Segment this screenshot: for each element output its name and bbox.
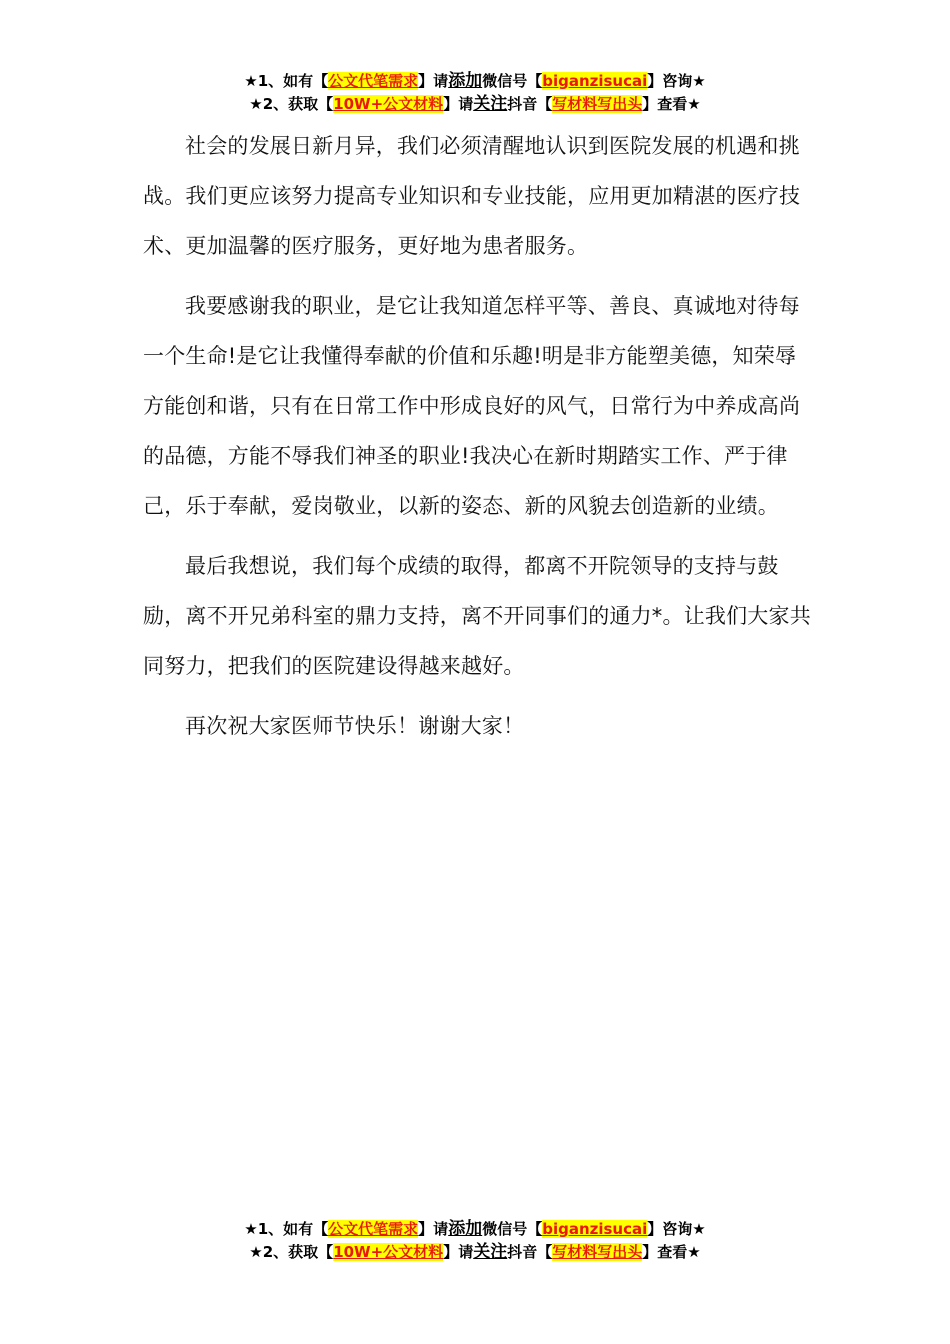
highlight-service: 公文代笔需求 — [328, 72, 419, 90]
banner-text: 】查看★ — [642, 95, 701, 113]
highlight-douyin-id: 写材料写出头 — [552, 1243, 643, 1261]
banner-text: ★1、如有【 — [244, 1220, 329, 1238]
banner-text: 】请 — [443, 95, 474, 113]
footer-banner — [0, 1218, 950, 1264]
banner-line-1 — [0, 1218, 950, 1241]
banner-text: 】查看★ — [642, 1243, 701, 1261]
paragraph: 再次祝大家医师节快乐！谢谢大家！ — [185, 714, 525, 738]
banner-text: 】咨询★ — [647, 72, 706, 90]
banner-line-2 — [0, 93, 950, 116]
paragraph: 我要感谢我的职业，是它让我知道怎样平等、善良、真诚地对待每一个生命!是它让我懂得奉献的价值和乐趣!明是非方能塑美德，知荣辱方能创和谐，只有在日常工作中形成良好的风气，日常行为中养成高尚的品德，方能不辱我们神圣的职业!我决心在新时期踏实工作、严于律己，乐于奉献，爱岗敬业，以新的姿态、新的风貌去创造新的业绩。 — [143, 294, 801, 518]
document-body — [143, 121, 813, 761]
banner-text: ★1、如有【 — [244, 72, 329, 90]
banner-text: 抖音【 — [507, 1243, 553, 1261]
banner-text: 】请 — [443, 1243, 474, 1261]
banner-text: 微信号【 — [482, 1220, 543, 1238]
banner-emphasis: 添加 — [448, 1219, 483, 1239]
banner-text: 】请 — [418, 1220, 449, 1238]
banner-emphasis: 关注 — [473, 94, 508, 114]
highlight-materials: 10W+公文材料 — [333, 1243, 444, 1261]
banner-text: ★2、获取【 — [249, 1243, 334, 1261]
paragraph: 社会的发展日新月异，我们必须清醒地认识到医院发展的机遇和挑战。我们更应该努力提高专业知识和专业技能，应用更加精湛的医疗技术、更加温馨的医疗服务，更好地为患者服务。 — [143, 134, 801, 258]
highlight-douyin-id: 写材料写出头 — [552, 95, 643, 113]
highlight-materials: 10W+公文材料 — [333, 95, 444, 113]
banner-text: 】请 — [418, 72, 449, 90]
banner-text: 】咨询★ — [647, 1220, 706, 1238]
paragraph: 最后我想说，我们每个成绩的取得，都离不开院领导的支持与鼓励，离不开兄弟科室的鼎力支持，离不开同事们的通力*。让我们大家共同努力，把我们的医院建设得越来越好。 — [143, 554, 811, 678]
banner-text: 微信号【 — [482, 72, 543, 90]
header-banner — [0, 70, 950, 116]
banner-text: 抖音【 — [507, 95, 553, 113]
banner-emphasis: 添加 — [448, 71, 483, 91]
banner-text: ★2、获取【 — [249, 95, 334, 113]
highlight-wechat-id: biganzisucai — [542, 72, 648, 90]
highlight-wechat-id: biganzisucai — [542, 1220, 648, 1238]
banner-line-1 — [0, 70, 950, 93]
highlight-service: 公文代笔需求 — [328, 1220, 419, 1238]
banner-emphasis: 关注 — [473, 1242, 508, 1262]
banner-line-2 — [0, 1241, 950, 1264]
